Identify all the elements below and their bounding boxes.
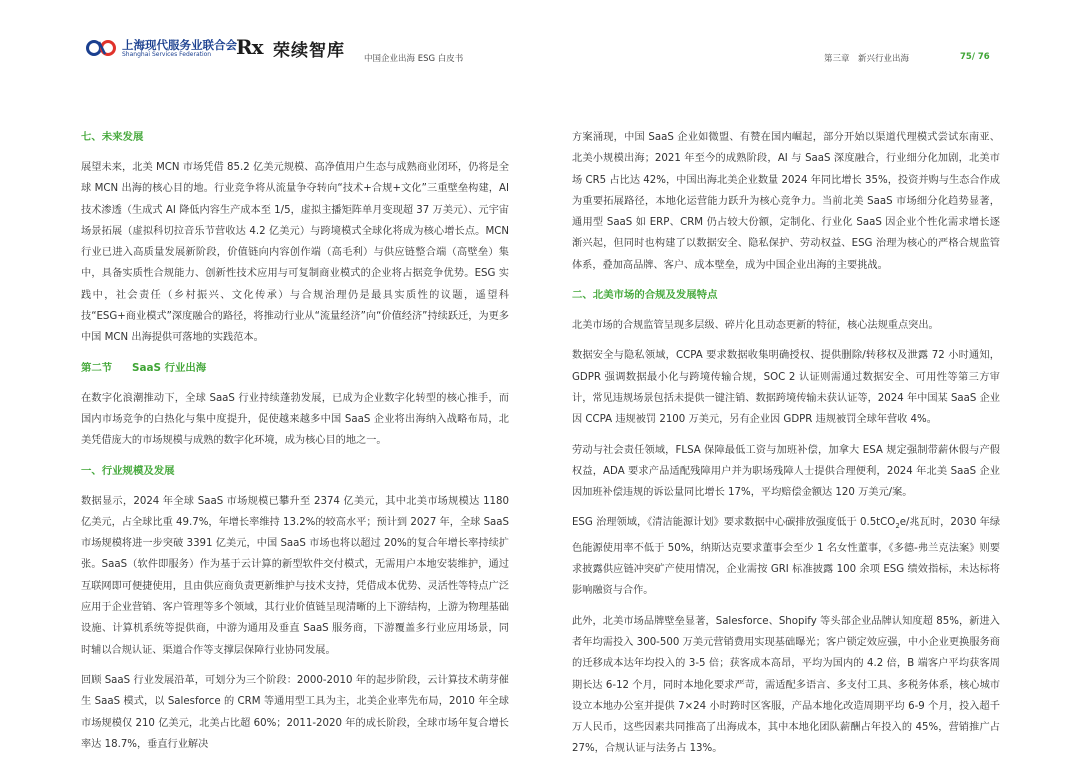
paragraph-history-continued: 方案涌现，中国 SaaS 企业如微盟、有赞在国内崛起，部分开始以渠道代理模式尝试东南亚、北美小规模出海；2021 年至今的成熟阶段，AI 与 SaaS 深度融合，行业细分化加剧，北美市场 CR5 占比达 42%，中国出海北美企业数量 2024 年同比增长 35%，投资并购与生态合作成为重要拓展路径，本地化运营能力跃升为核心竞争力。当前北美 SaaS 市场细分化趋势显著，通用型 SaaS 如 ERP、CRM 仍占较大份额，定制化、行业化 SaaS 因企业个性化需求增长逐渐兴起，但同时也构建了以数据安全、隐私保护、劳动权益、ESG 治理为核心的严格合规监管体系，叠加高品牌、客户、成本壁垒，成为中国企业出海的主要挑战。	[572, 132, 1000, 271]
paragraph-labor: 劳动与社会责任领域，FLSA 保障最低工资与加班补偿，加拿大 ESA 规定强制带薪休假与产假权益，ADA 要求产品适配残障用户并为职场残障人士提供合理便利，2024 年北美 SaaS 企业因加班补偿违规的诉讼量同比增长 17%，平均赔偿金额达 120 万美元/案。	[572, 444, 1000, 499]
rx-mark: Rx	[236, 35, 263, 59]
document-title: 中国企业出海 ESG 白皮书	[364, 54, 464, 64]
shanghai-services-federation-logo	[86, 36, 236, 62]
rx-think-tank-logo	[236, 33, 356, 63]
esg-text-start: ESG 治理领域，《清洁能源计划》要求数据中心碳排放强度低于 0.5tCO	[572, 517, 896, 529]
paragraph-data-privacy: 数据安全与隐私领域，CCPA 要求数据收集明确授权、提供删除/转移权及泄露 72 小时通知，GDPR 强调数据最小化与跨境传输合规，SOC 2 认证则需通过数据安全、可用性等第三方审计，常见违规场景包括未提供一键注销、数据跨境传输未获认证等，2024 年中国某 SaaS 企业因 CCPA 违规被罚 2100 万美元，另有企业因 GDPR 违规被罚全球年营收 4%。	[572, 350, 1000, 426]
esg-subscript: 2	[895, 522, 900, 531]
federation-name-en: Shanghai Services Federation	[122, 51, 212, 58]
heading-compliance: 二、北美市场的合规及发展特点	[572, 289, 718, 302]
federation-emblem-icon	[86, 38, 118, 58]
paragraph-saas-intro: 在数字化浪潮推动下，全球 SaaS 行业持续蓬勃发展，已成为企业数字化转型的核心推手，而国内市场竞争的白热化与集中度提升，促使越来越多中国 SaaS 企业将出海纳入战略布局，北美凭借庞大的市场规模与成熟的数字化环境，成为核心目的地之一。	[81, 392, 509, 447]
paragraph-future-outlook: 展望未来，北美 MCN 市场凭借 85.2 亿美元规模、高净值用户生态与成熟商业闭环，仍将是全球 MCN 出海的核心目的地。行业竞争将从流量争夺转向“技术+合规+文化”三重壁垒构建，AI 技术渗透（生成式 AI 降低内容生产成本至 1/5，虚拟主播矩阵单月变现超 37 万美元）、元宇宙场景拓展（虚拟科切拉音乐节营收达 4.2 亿美元）与跨境模式全球化将成为核心增长点。MCN 行业已进入高质量发展新阶段，价值链向内容创作端（高毛利）与供应链整合端（高壁垒）集中，具备实质性合规能力、创新性技术应用与可复制商业模式的企业将占据竞争优势。ESG 实践中，社会责任（乡村振兴、文化传承）与合规治理仍是最具实质性的议题，遥望科技“ESG+商业模式”深度融合的路径，将推动行业从“流量经济”向“价值经济”持续跃迁，为更多中国 MCN 出海提供可落地的实践范本。	[81, 162, 509, 344]
heading-future-development: 七、未来发展	[81, 131, 144, 143]
section-number: 第二节	[81, 361, 113, 374]
paragraph-saas-history: 回顾 SaaS 行业发展沿革，可划分为三个阶段：2000-2010 年的起步阶段，云计算技术萌芽催生 SaaS 模式，以 Salesforce 的 CRM 等通用型工具为主，北美企业率先布局，2010 年全球市场规模仅 210 亿美元，北美占比超 60%；2011-2020 年的成长阶段，全球市场年复合增长率达 18.7%，垂直行业解决	[81, 674, 509, 750]
federation-name-cn: 上海现代服务业联合会	[122, 38, 237, 52]
rx-name: 荣续智库	[273, 41, 345, 61]
section-title: SaaS 行业出海	[132, 361, 207, 374]
left-column	[81, 127, 509, 755]
paragraph-market-barriers: 此外，北美市场品牌壁垒显著，Salesforce、Shopify 等头部企业品牌认知度超 85%，新进入者年均需投入 300-500 万美元营销费用实现基础曝光；客户锁定效应强，中小企业更换服务商的迁移成本达年均投入的 3-5 倍；获客成本高昂，平均为国内的 4.2 倍，B 端客户平均获客周期长达 6-12 个月，同时本地化要求严苛，需适配多语言、多支付工具、多税务体系，核心城市设立本地办公室并提供 7×24 小时跨时区客服，产品本地化改造周期平均 6-9 个月，投入超千万人民币，这些因素共同推高了出海成本，其中本地化团队薪酬占年投入的 45%，营销推广占 27%，合规认证与法务占 13%。	[572, 615, 1000, 755]
chapter-label: 第三章 新兴行业出海	[824, 54, 910, 64]
paragraph-market-data: 数据显示，2024 年全球 SaaS 市场规模已攀升至 2374 亿美元，其中北美市场规模达 1180 亿美元，占全球比重 49.7%，年增长率维持 13.2%的较高水平；预计到 2027 年，全球 SaaS 市场规模将进一步突破 3391 亿美元，中国 SaaS 市场也将以超过 20%的复合年增长率持续扩张。SaaS（软件即服务）作为基于云计算的新型软件交付模式，无需用户本地安装维护，通过互联网即可便捷使用，且由供应商负责更新维护与技术支持，凭借成本优势、灵活性等特点广泛应用于企业营销、客户管理等多个领域，其行业价值链呈现清晰的上下游结构，上游为物理基础设施、计算机系统等提供商，中游为通用及垂直 SaaS 服务商，下游覆盖多行业应用场景，同时辅以合规认证、渠道合作等支撑层保障行业协同发展。	[81, 495, 509, 656]
paragraph-esg-governance	[572, 512, 1000, 601]
section-heading	[81, 358, 509, 379]
esg-text-end: e/兆瓦时，2030 年绿色能源使用率不低于 50%，纳斯达克要求董事会至少 1 名女性董事，《多德-弗兰克法案》则要求披露供应链冲突矿产使用情况，企业需按 GRI 标准披露 100 余项 ESG 绩效指标，未达标将影响融资与合作。	[572, 517, 1001, 597]
page-number: 75/ 76	[960, 52, 990, 62]
heading-industry-scale: 一、行业规模及发展	[81, 464, 175, 477]
right-column	[572, 127, 1000, 760]
paragraph-compliance-intro: 北美市场的合规监管呈现多层级、碎片化且动态更新的特征，核心法规重点突出。	[572, 320, 939, 332]
page-header	[0, 0, 1080, 80]
